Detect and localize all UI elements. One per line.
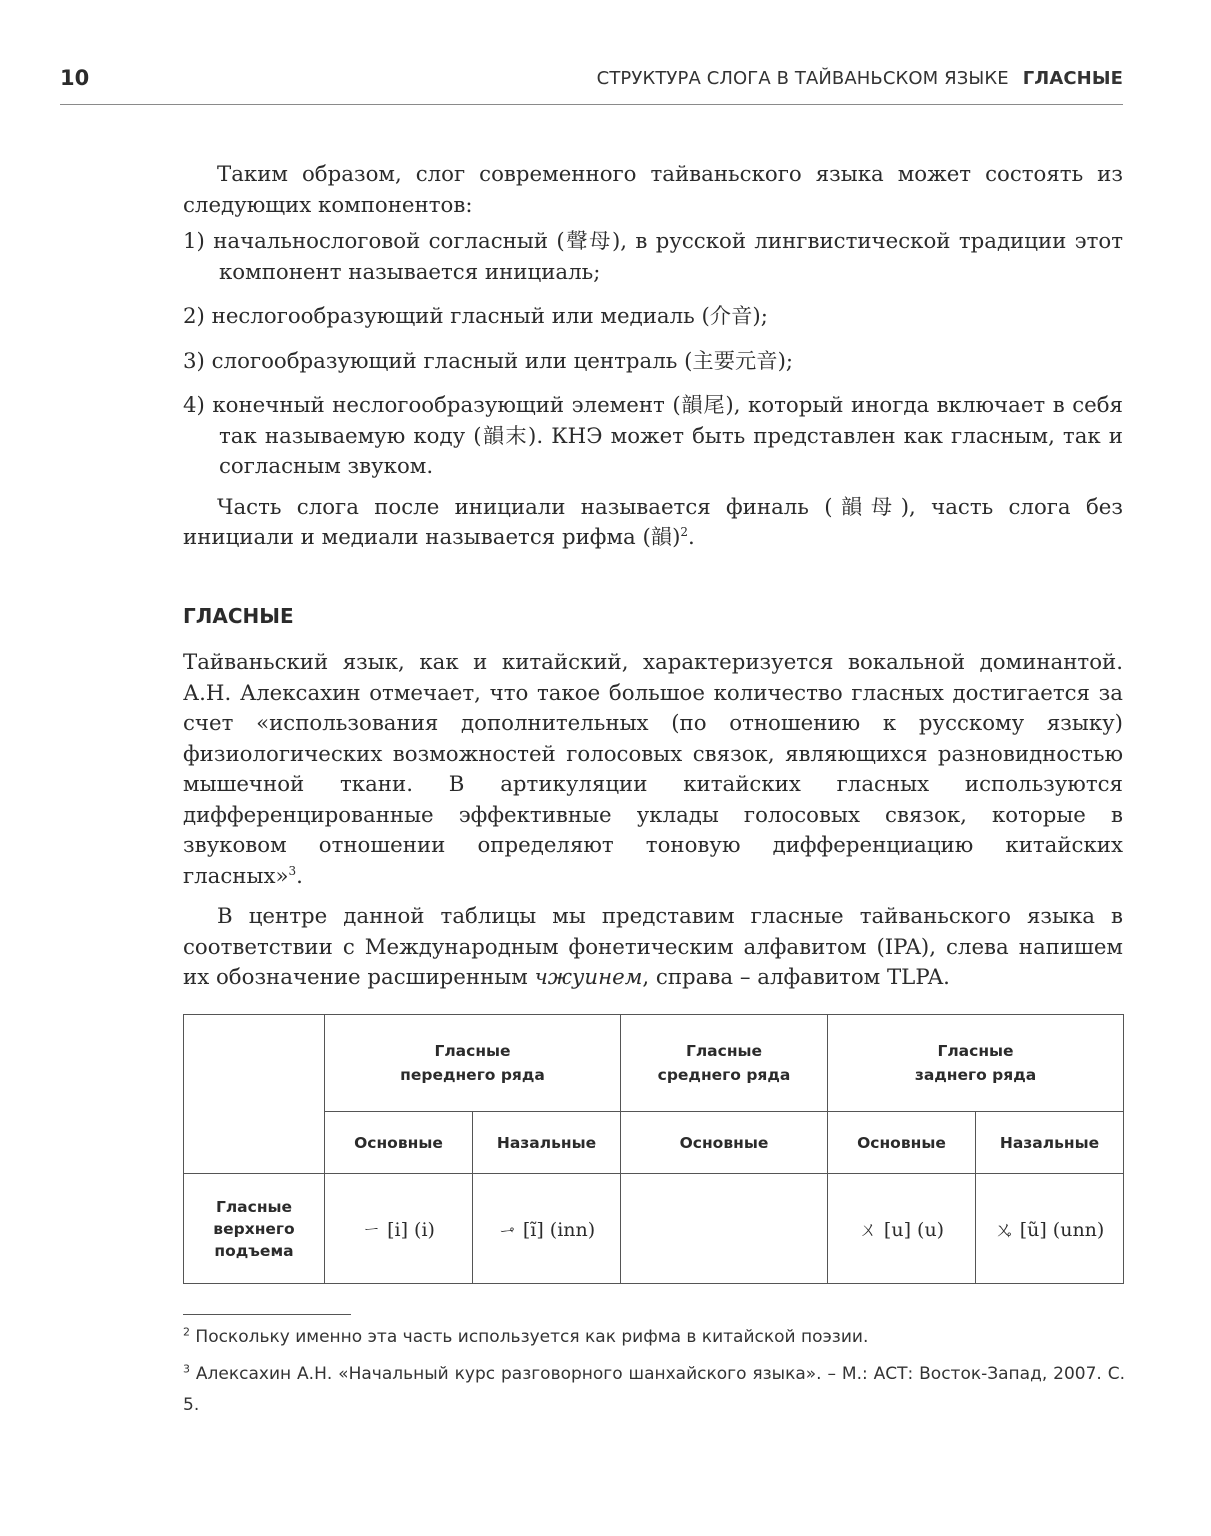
page-number: 10 — [60, 66, 90, 90]
header-central-vowels: Гласные среднего ряда — [621, 1015, 828, 1112]
cell-back-nasal: ㆫ [ũ] (unn) — [976, 1174, 1124, 1284]
subheader-front-nasal: Назальные — [473, 1112, 621, 1174]
section-heading: ГЛАСНЫЕ — [183, 604, 294, 628]
subheader-back-nasal: Назальные — [976, 1112, 1124, 1174]
vowels-block — [183, 648, 1123, 994]
vowels-paragraph — [183, 648, 1123, 892]
section-title: ГЛАСНЫЕ — [1022, 68, 1123, 89]
list-item-initial: 1) начальнослоговой согласный (聲母), в русской лингвистической традиции этот компонент называется инициаль; — [183, 229, 1123, 285]
subheader-back-basic: Основные — [828, 1112, 976, 1174]
table-intro-paragraph — [183, 902, 1123, 994]
table-intro-text-a: В центре данной таблицы мы представим гласные тайваньского языка в соответствии с Международным фонетическим алфавитом (IPA), слева напишем их обозначение расширенным — [183, 904, 1123, 990]
list-item-central: 3) слогообразующий гласный или централь (主要元音); — [183, 348, 794, 374]
table-group-header-row — [184, 1015, 1124, 1112]
footnote-ref-2[interactable]: 2 — [680, 524, 689, 539]
table-intro-text-b: , справа – алфавитом TLPA. — [642, 965, 950, 990]
cell-front-nasal: ㆪ [ĩ] (inn) — [473, 1174, 621, 1284]
page-header — [60, 58, 1123, 105]
table-subheader-row — [184, 1112, 1124, 1174]
list-item-medial: 2) неслогообразующий гласный или медиаль (介音); — [183, 304, 768, 329]
cell-back-basic: ㄨ [u] (u) — [828, 1174, 976, 1284]
list-item-final-element: 4) конечный неслогообразующий элемент (韻尾), который иногда включает в себя так называемую коду (韻末). КНЭ может быть представлен как гласным, так и согласным звуком. — [183, 393, 1123, 479]
header-back-vowels: Гласные заднего ряда — [828, 1015, 1124, 1112]
footnote-2 — [183, 1322, 1125, 1353]
intro-paragraph: Таким образом, слог современного тайваньского языка может состоять из следующих компонентов: — [183, 162, 1123, 218]
table-corner-cell — [184, 1015, 325, 1174]
cell-central-basic — [621, 1174, 828, 1284]
subheader-front-basic: Основные — [325, 1112, 473, 1174]
table-row — [184, 1174, 1124, 1284]
vowels-paragraph-text: Тайваньский язык, как и китайский, характеризуется вокальной доминантой. А.Н. Алексахин отмечает, что такое большое количество гласных достигается за счет «использования дополнительных (по отношению к русскому языку) физиологических возможностей голосовых связок, являющихся разновидностью мышечной ткани. В артикуляции китайских гласных используются дифференцированные эффективные уклады голосовых связок, которые в звуковом отношении определяют тоновую дифференциацию китайских гласных» — [183, 650, 1123, 889]
footnote-2-marker: 2 — [183, 1325, 190, 1339]
footnote-divider — [183, 1314, 351, 1315]
footnote-2-text: Поскольку именно эта часть используется как рифма в китайской поэзии. — [195, 1327, 869, 1347]
header-front-vowels: Гласные переднего ряда — [325, 1015, 621, 1112]
footnote-3 — [183, 1359, 1125, 1421]
final-paragraph-end: . — [688, 525, 695, 550]
table-intro-emphasis: чжуинем — [534, 965, 643, 990]
final-paragraph-text: Часть слога после инициали называется финаль (韻母), часть слога без инициали и медиали называется рифма (韻) — [183, 494, 1123, 550]
running-title — [597, 68, 1123, 89]
intro-block — [183, 160, 1123, 554]
row-label-high-vowels: Гласные верхнего подъема — [184, 1174, 325, 1284]
footnote-3-text: Алексахин А.Н. «Начальный курс разговорного шанхайского языка». – М.: АСТ: Восток-Запад, 2007. С. 5. — [183, 1364, 1126, 1415]
final-paragraph — [183, 493, 1123, 554]
footnotes — [183, 1322, 1125, 1427]
vowel-table — [183, 1014, 1124, 1284]
subheader-central-basic: Основные — [621, 1112, 828, 1174]
cell-front-basic: ㄧ [i] (i) — [325, 1174, 473, 1284]
footnote-ref-3[interactable]: 3 — [288, 863, 297, 878]
chapter-title: СТРУКТУРА СЛОГА В ТАЙВАНЬСКОМ ЯЗЫКЕ — [596, 68, 1009, 89]
vowels-paragraph-end: . — [296, 863, 303, 889]
footnote-3-marker: 3 — [183, 1362, 190, 1376]
